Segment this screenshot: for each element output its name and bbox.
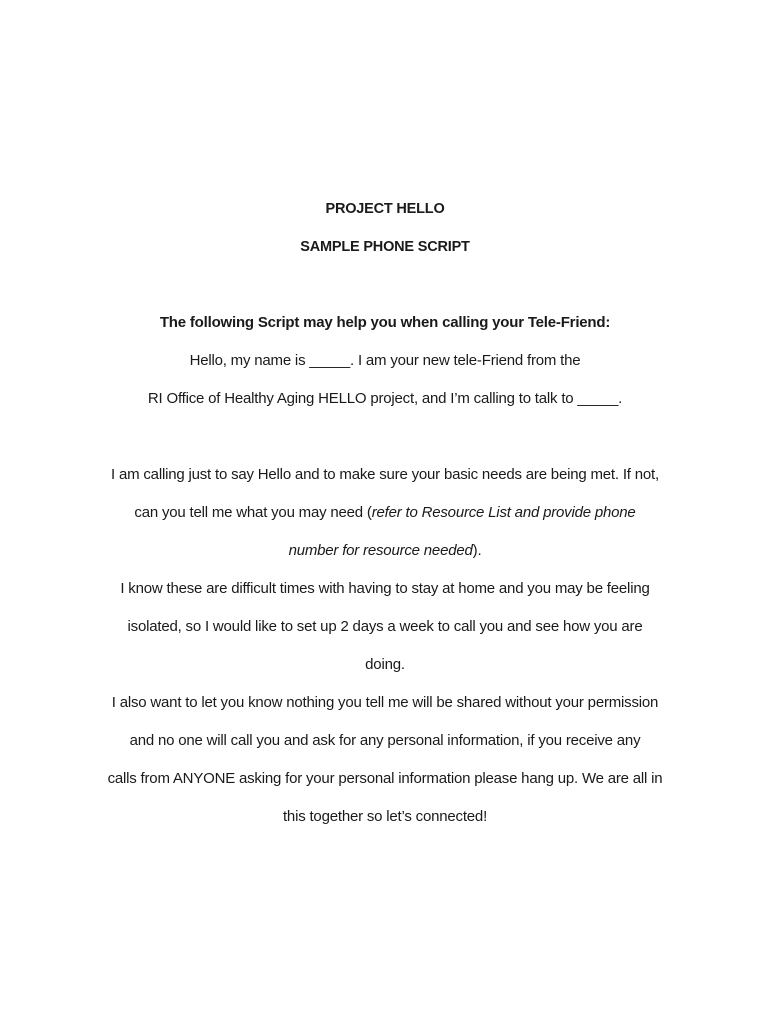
paragraph-1-line-3 [0, 541, 770, 561]
paragraph-1-line-2-plain: can you tell me what you may need ( [134, 504, 372, 521]
paragraph-1-line-2-italic: refer to Resource List and provide phone [371, 504, 636, 521]
paragraph-1-line-2 [0, 503, 770, 523]
paragraph-3-line-4: this together so let’s connected! [282, 808, 488, 825]
paragraph-1-line-3-italic: number for resource needed [288, 542, 473, 559]
document-subtitle: SAMPLE PHONE SCRIPT [300, 239, 470, 255]
paragraph-3-line-3: calls from ANYONE asking for your personal information please hang up. We are all in [107, 770, 663, 787]
intro-heading: The following Script may help you when calling your Tele-Friend: [159, 314, 611, 331]
paragraph-2-line-1: I know these are difficult times with having to stay at home and you may be feeling [120, 580, 650, 597]
document-title: PROJECT HELLO [325, 201, 445, 217]
paragraph-2-line-3: doing. [365, 656, 405, 673]
greeting-line-1: Hello, my name is _____. I am your new tele-Friend from the [189, 352, 581, 369]
greeting-line-2: RI Office of Healthy Aging HELLO project, and I’m calling to talk to _____. [147, 390, 623, 407]
paragraph-3-line-2: and no one will call you and ask for any personal information, if you receive any [129, 732, 641, 749]
paragraph-3-line-1: I also want to let you know nothing you tell me will be shared without your permission [111, 694, 659, 711]
paragraph-2-line-2: isolated, so I would like to set up 2 days a week to call you and see how you are [127, 618, 643, 635]
paragraph-1-line-3-plain: ). [472, 542, 482, 559]
paragraph-1-line-1: I am calling just to say Hello and to make sure your basic needs are being met. If not, [111, 466, 659, 483]
